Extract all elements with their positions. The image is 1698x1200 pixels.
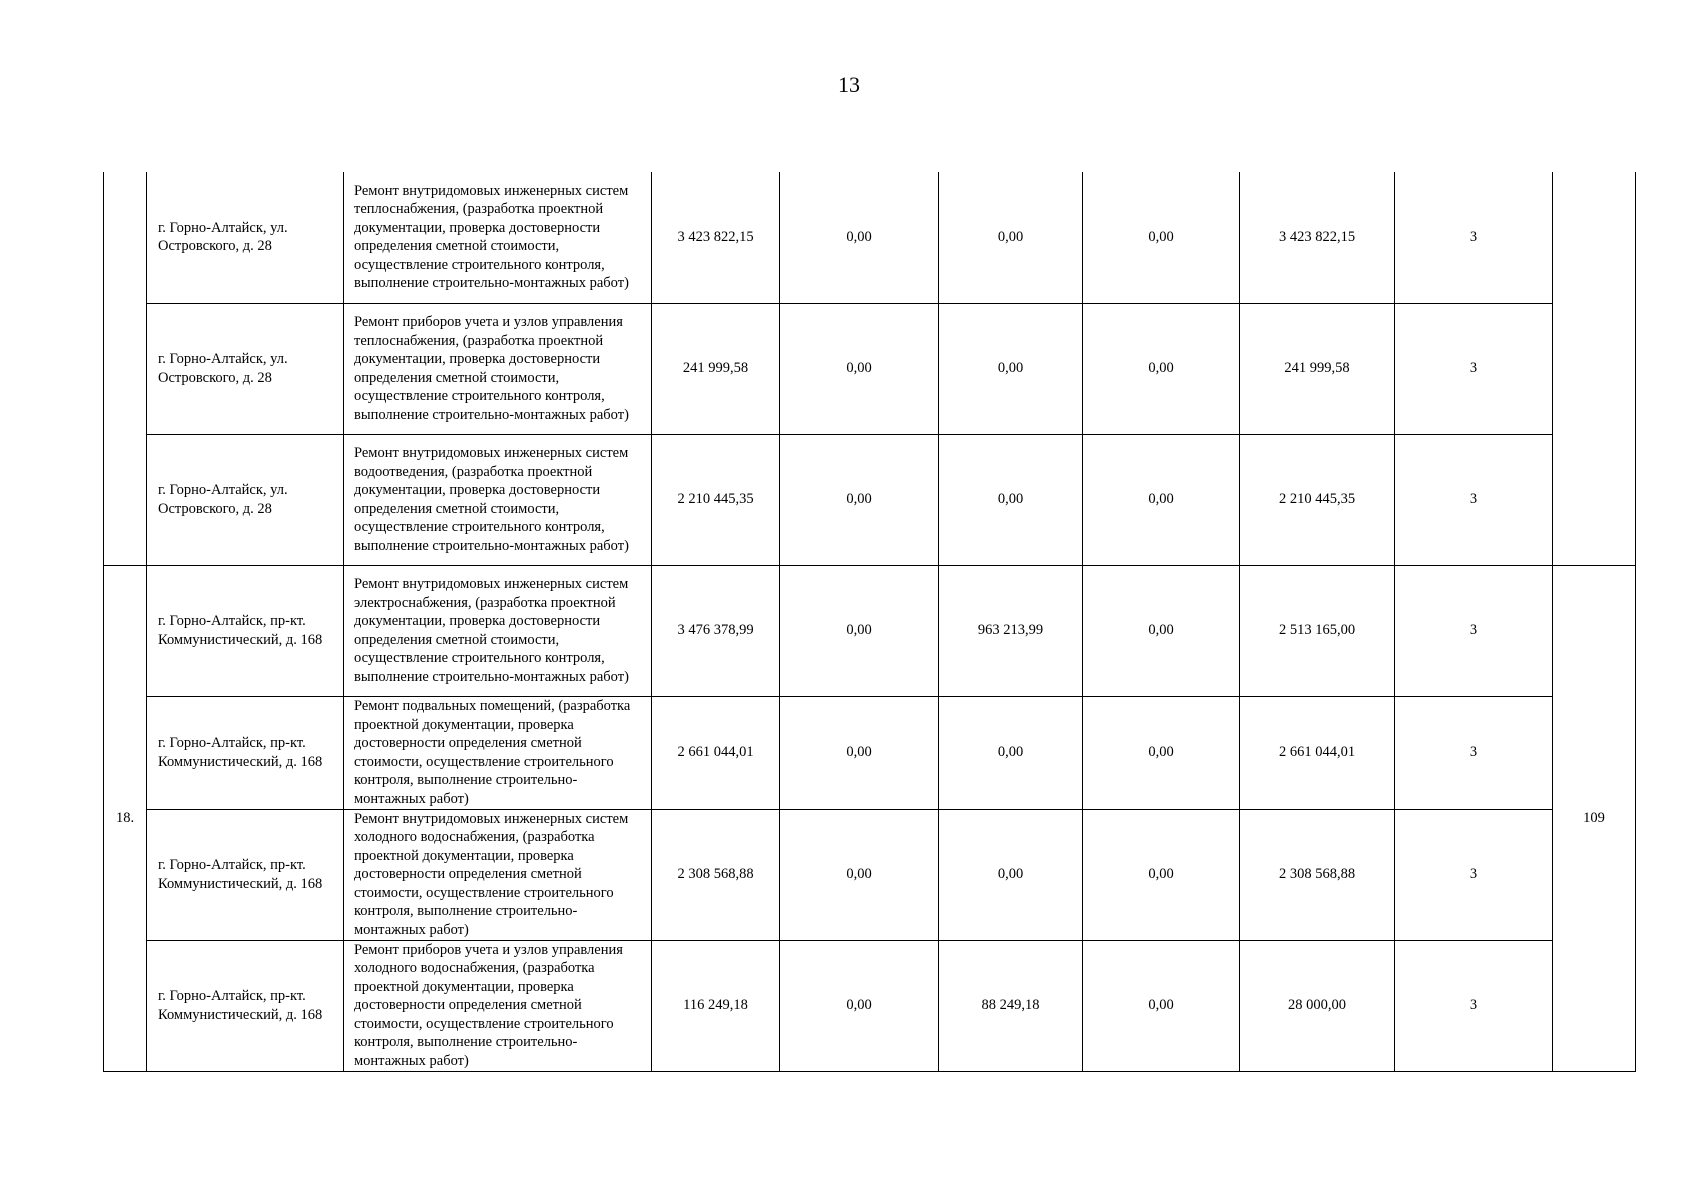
- cost-cell: 2 513 165,00: [1240, 565, 1395, 696]
- term-cell: 3: [1395, 172, 1553, 303]
- group-total-cell: 109: [1553, 565, 1636, 1071]
- cost-cell: 2 210 445,35: [1240, 434, 1395, 565]
- work-type-cell: Ремонт внутридомовых инженерных систем электроснабжения, (разработка проектной документации, проверка достоверности определения сметной стоимости, осуществление строительного контроля, выполнение строительно-монтажных работ): [344, 565, 652, 696]
- total-cost-cell: 2 661 044,01: [652, 696, 780, 809]
- work-type-cell: Ремонт внутридомовых инженерных систем теплоснабжения, (разработка проектной документации, проверка достоверности определения сметной стоимости, осуществление строительного контроля, выполнение строительно-монтажных работ): [344, 172, 652, 303]
- cost-cell: 0,00: [1083, 172, 1240, 303]
- cost-cell: 0,00: [1083, 565, 1240, 696]
- total-cost-cell: 3 476 378,99: [652, 565, 780, 696]
- cost-cell: 0,00: [939, 809, 1083, 940]
- cost-cell: 0,00: [780, 940, 939, 1071]
- table-row: [104, 434, 1636, 565]
- cost-cell: 0,00: [939, 172, 1083, 303]
- group-total-cell: [1553, 172, 1636, 565]
- term-cell: 3: [1395, 565, 1553, 696]
- total-cost-cell: 3 423 822,15: [652, 172, 780, 303]
- table-row: [104, 565, 1636, 696]
- work-type-cell: Ремонт внутридомовых инженерных систем холодного водоснабжения, (разработка проектной документации, проверка достоверности определения сметной стоимости, осуществление строительного контроля, выполнение строительно-монтажных работ): [344, 809, 652, 940]
- total-cost-cell: 2 210 445,35: [652, 434, 780, 565]
- item-number-cell: 18.: [104, 565, 147, 1071]
- cost-cell: 0,00: [780, 434, 939, 565]
- cost-cell: 3 423 822,15: [1240, 172, 1395, 303]
- cost-cell: 0,00: [780, 565, 939, 696]
- page-number: 13: [838, 72, 860, 97]
- cost-cell: 88 249,18: [939, 940, 1083, 1071]
- cost-cell: 28 000,00: [1240, 940, 1395, 1071]
- work-type-cell: Ремонт приборов учета и узлов управления теплоснабжения, (разработка проектной документации, проверка достоверности определения сметной стоимости, осуществление строительного контроля, выполнение строительно-монтажных работ): [344, 303, 652, 434]
- cost-cell: 241 999,58: [1240, 303, 1395, 434]
- cost-cell: 0,00: [1083, 303, 1240, 434]
- cost-cell: 0,00: [939, 696, 1083, 809]
- cost-cell: 0,00: [1083, 434, 1240, 565]
- cost-cell: 0,00: [1083, 940, 1240, 1071]
- address-cell: г. Горно-Алтайск, пр-кт. Коммунистический, д. 168: [147, 940, 344, 1071]
- work-type-cell: Ремонт приборов учета и узлов управления холодного водоснабжения, (разработка проектной документации, проверка достоверности определения сметной стоимости, осуществление строительного контроля, выполнение строительно-монтажных работ): [344, 940, 652, 1071]
- repair-program-table: [103, 172, 1636, 1072]
- cost-cell: 2 308 568,88: [1240, 809, 1395, 940]
- address-cell: г. Горно-Алтайск, ул. Островского, д. 28: [147, 434, 344, 565]
- item-number-cell: [104, 172, 147, 565]
- term-cell: 3: [1395, 434, 1553, 565]
- table-row: [104, 940, 1636, 1071]
- cost-cell: 963 213,99: [939, 565, 1083, 696]
- table-row: [104, 172, 1636, 303]
- total-cost-cell: 241 999,58: [652, 303, 780, 434]
- cost-cell: 0,00: [780, 696, 939, 809]
- term-cell: 3: [1395, 809, 1553, 940]
- address-cell: г. Горно-Алтайск, пр-кт. Коммунистический, д. 168: [147, 565, 344, 696]
- cost-cell: 0,00: [1083, 696, 1240, 809]
- cost-cell: 0,00: [780, 809, 939, 940]
- cost-cell: 0,00: [1083, 809, 1240, 940]
- address-cell: г. Горно-Алтайск, пр-кт. Коммунистический, д. 168: [147, 809, 344, 940]
- term-cell: 3: [1395, 303, 1553, 434]
- table-row: [104, 303, 1636, 434]
- work-type-cell: Ремонт подвальных помещений, (разработка проектной документации, проверка достоверности определения сметной стоимости, осуществление строительного контроля, выполнение строительно-монтажных работ): [344, 696, 652, 809]
- cost-cell: 2 661 044,01: [1240, 696, 1395, 809]
- cost-cell: 0,00: [939, 434, 1083, 565]
- address-cell: г. Горно-Алтайск, пр-кт. Коммунистический, д. 168: [147, 696, 344, 809]
- total-cost-cell: 116 249,18: [652, 940, 780, 1071]
- address-cell: г. Горно-Алтайск, ул. Островского, д. 28: [147, 303, 344, 434]
- work-type-cell: Ремонт внутридомовых инженерных систем водоотведения, (разработка проектной документации, проверка достоверности определения сметной стоимости, осуществление строительного контроля, выполнение строительно-монтажных работ): [344, 434, 652, 565]
- cost-cell: 0,00: [939, 303, 1083, 434]
- term-cell: 3: [1395, 696, 1553, 809]
- total-cost-cell: 2 308 568,88: [652, 809, 780, 940]
- table-row: [104, 696, 1636, 809]
- address-cell: г. Горно-Алтайск, ул. Островского, д. 28: [147, 172, 344, 303]
- table-row: [104, 809, 1636, 940]
- cost-cell: 0,00: [780, 172, 939, 303]
- cost-cell: 0,00: [780, 303, 939, 434]
- term-cell: 3: [1395, 940, 1553, 1071]
